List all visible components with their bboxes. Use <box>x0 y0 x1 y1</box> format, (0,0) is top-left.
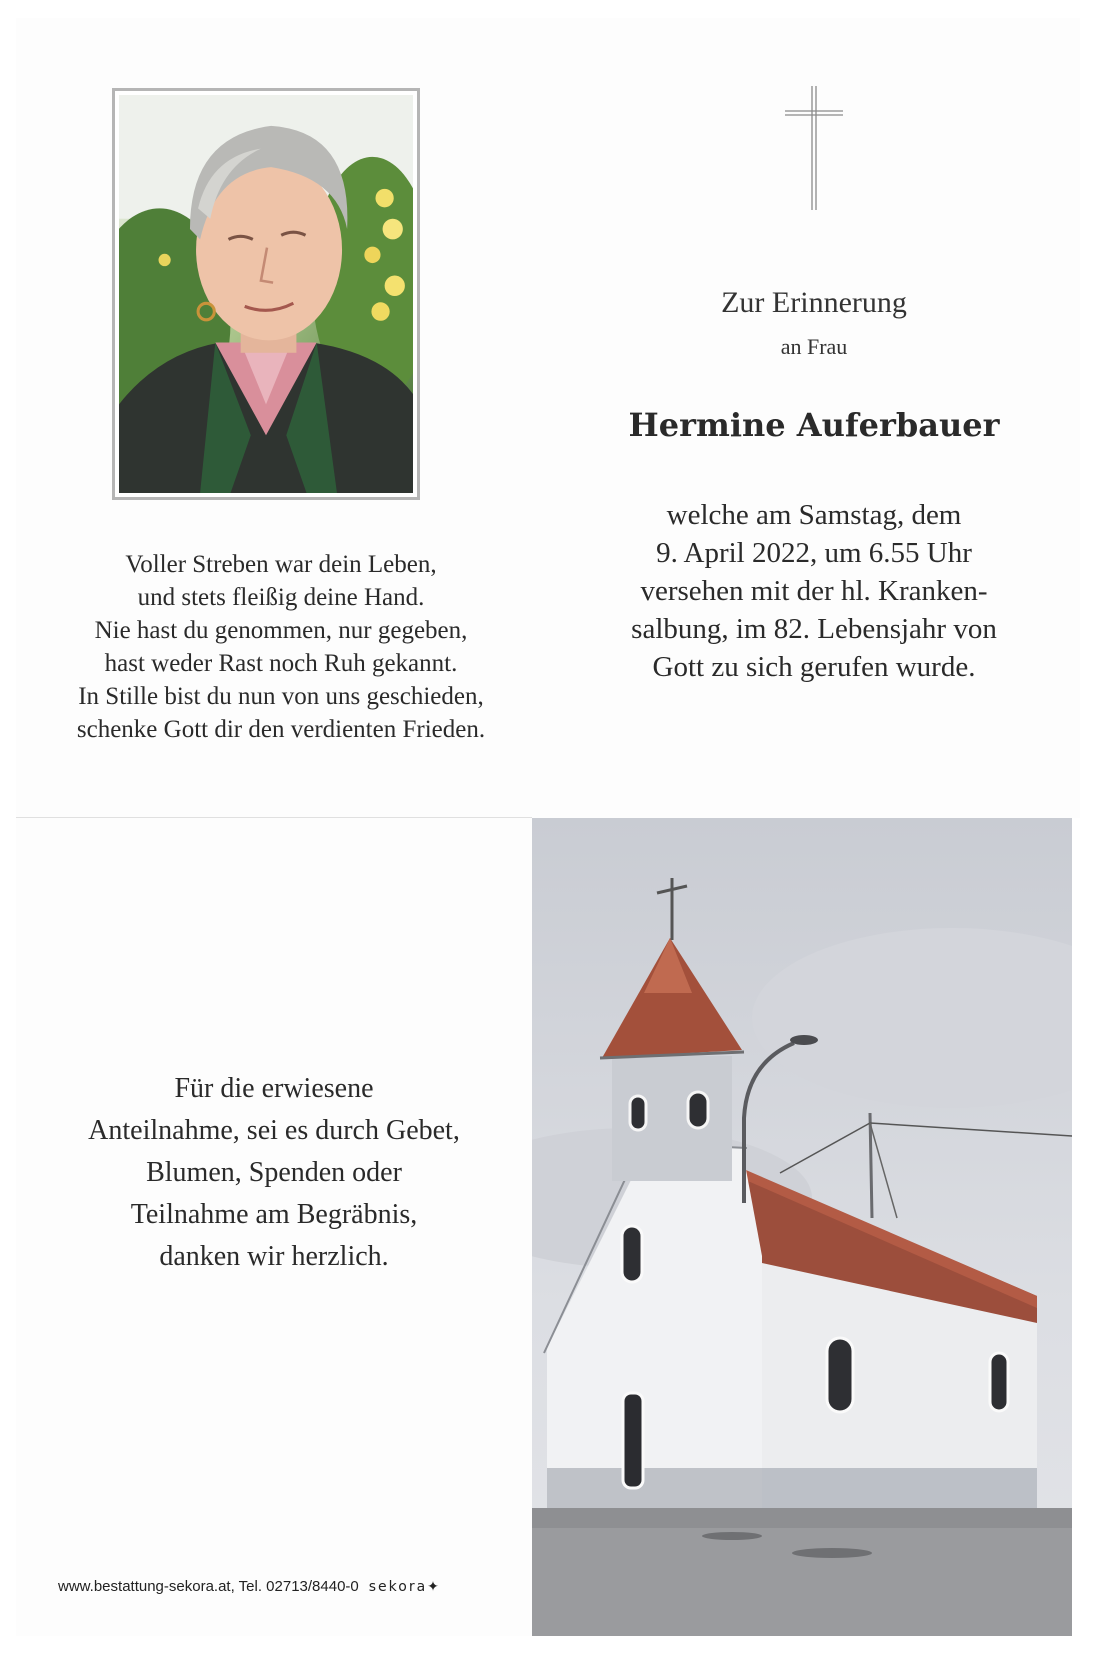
thanks-line: Teilnahme am Begräbnis, <box>130 1199 418 1230</box>
poem <box>36 548 526 746</box>
poem-line: hast weder Rast noch Ruh gekannt. <box>104 650 458 677</box>
notice-line: 9. April 2022, um 6.55 Uhr <box>656 537 972 569</box>
poem-line: schenke Gott dir den verdienten Frieden. <box>76 716 486 743</box>
footer-contact: www.bestattung-sekora.at, Tel. 02713/8440-0 <box>58 1578 359 1595</box>
thanks-line: Blumen, Spenden oder <box>146 1157 402 1188</box>
notice-line: salbung, im 82. Lebensjahr von <box>631 613 997 645</box>
thanks-line: Anteilnahme, sei es durch Gebet, <box>88 1115 460 1146</box>
thanks-line: danken wir herzlich. <box>159 1241 389 1272</box>
portrait-photo <box>119 95 413 493</box>
death-notice <box>548 496 1080 686</box>
memory-subheading: an Frau <box>780 334 848 359</box>
portrait-panel <box>16 18 548 818</box>
memorial-panel <box>548 18 1080 818</box>
thanks-line: Für die erwiesene <box>174 1073 374 1104</box>
brand-logo-text: sekora <box>368 1579 428 1595</box>
thanks-text <box>16 1068 532 1278</box>
memory-heading: Zur Erinnerung <box>721 286 907 319</box>
cross-icon <box>781 84 847 212</box>
notice-line: welche am Samstag, dem <box>666 499 962 531</box>
poem-line: Nie hast du genommen, nur gegeben, <box>94 617 468 644</box>
bird-logo-icon: ✦ <box>427 1578 439 1594</box>
funeral-home-footer <box>58 1578 528 1595</box>
poem-line: und stets fleißig deine Hand. <box>137 584 425 611</box>
deceased-name: Hermine Auferbauer <box>628 406 1000 444</box>
notice-line: versehen mit der hl. Kranken- <box>640 575 988 607</box>
notice-line: Gott zu sich gerufen wurde. <box>652 651 976 683</box>
chapel-photo <box>532 818 1072 1636</box>
thanks-panel <box>16 818 532 1636</box>
portrait-frame <box>112 88 420 500</box>
chapel-panel <box>532 818 1072 1636</box>
poem-line: In Stille bist du nun von uns geschieden, <box>78 683 484 710</box>
poem-line: Voller Streben war dein Leben, <box>125 551 437 578</box>
